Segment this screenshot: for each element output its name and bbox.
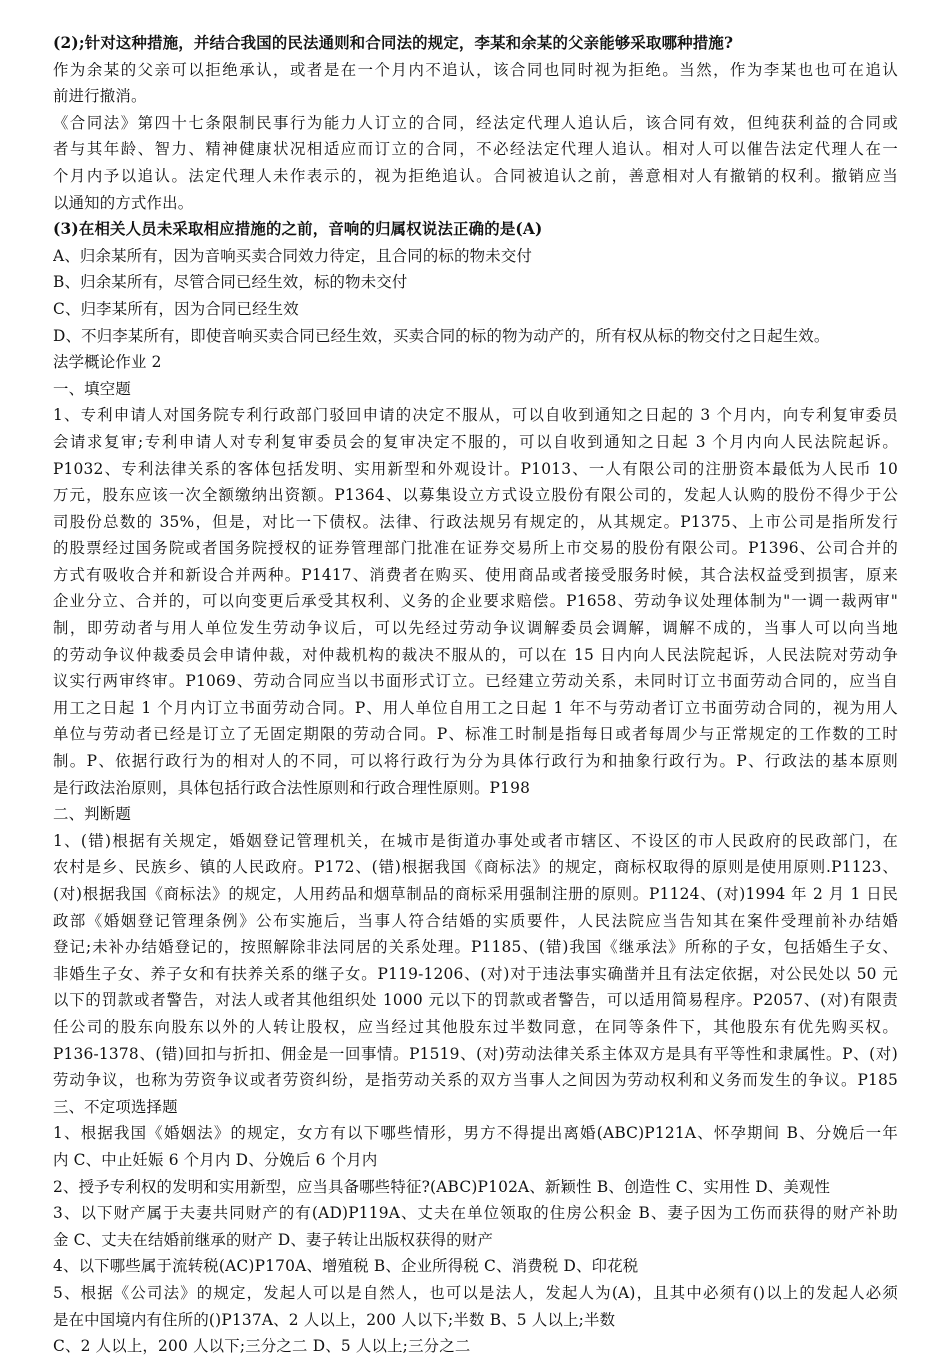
text-line: P1032、专利法律关系的客体包括发明、实用新型和外观设计。P1013、一人有限公司的注册资本最低为人民币 10: [53, 459, 898, 478]
text-line: 用工之日起 1 个月内订立书面劳动合同。P、用人单位自用工之日起 1 年不与劳动者订立书面劳动合同的，视为用人: [53, 698, 898, 717]
text-line: 《合同法》第四十七条限制民事行为能力人订立的合同，经法定代理人追认后，该合同有效，但纯获利益的合同或: [53, 113, 898, 132]
text-line: 1、专利申请人对国务院专利行政部门驳回申请的决定不服从，可以自收到通知之日起的 3 个月内，向专利复审委员: [53, 406, 898, 425]
text-line: 个月内予以追认。法定代理人未作表示的，视为拒绝追认。合同被追认之前，善意相对人有撤销的权利。撤销应当: [53, 166, 898, 185]
text-line: 是在中国境内有住所的()P137A、2 人以上，200 人以下;半数 B、5 人以上;半数: [53, 1310, 616, 1329]
text-line: 政部《婚姻登记管理条例》公布实施后，当事人符合结婚的实质要件，人民法院应当告知其在案件受理前补办结婚: [53, 911, 898, 930]
text-line: 制。P、依据行政行为的相对人的不同，可以将行政行为分为具体行政行为和抽象行政行为。P、行政法的基本原则: [53, 752, 898, 771]
text-line: (对)根据我国《商标法》的规定，人用药品和烟草制品的商标采用强制注册的原则。P1124、(对)1994 年 2 月 1 日民: [53, 885, 898, 903]
text-line: D、不归李某所有，即使音响买卖合同已经生效，买卖合同的标的物为动产的，所有权从标的物交付之日起生效。: [53, 326, 830, 345]
text-line: 农村是乡、民族乡、镇的人民政府。P172、(错)根据我国《商标法》的规定，商标权取得的原则是使用原则.P1123、: [53, 858, 898, 877]
text-line: 一、填空题: [53, 379, 131, 398]
text-line: 制，即劳动者与用人单位发生劳动争议后，可以先经过劳动争议调解委员会调解，调解不成的，当事人可以向当地: [53, 619, 898, 638]
text-line: 者与其年龄、智力、精神健康状况相适应而订立的合同，不必经法定代理人追认。相对人可以催告法定代理人在一: [53, 140, 898, 159]
text-line: 的股票经过国务院或者国务院授权的证券管理部门批准在证券交易所上市交易的股份有限公司。P1396、公司合并的: [53, 539, 898, 558]
text-line: A、归余某所有，因为音响买卖合同效力待定，且合同的标的物未交付: [53, 246, 533, 265]
text-line: 万元，股东应该一次全额缴纳出资额。P1364、以募集设立方式设立股份有限公司的，发起人认购的股份不得少于公: [53, 486, 898, 505]
text-line: (2);针对这种措施，并结合我国的民法通则和合同法的规定，李某和余某的父亲能够采取哪种措施?: [53, 34, 734, 52]
text-line: 作为余某的父亲可以拒绝承认，或者是在一个月内不追认，该合同也同时视为拒绝。当然，作为李某也也可在追认: [53, 60, 898, 79]
text-line: 企业分立、合并的，可以向变更后承受其权利、义务的企业要求赔偿。P1658、劳动争议处理体制为"一调一裁两审": [53, 592, 898, 611]
text-line: 前进行撤消。: [53, 87, 147, 106]
text-line: B、归余某所有，尽管合同已经生效，标的物未交付: [53, 273, 408, 292]
text-line: 登记;未补办结婚登记的，按照解除非法同居的关系处理。P1185、(错)我国《继承法》所称的子女，包括婚生子女、: [53, 938, 898, 957]
text-line: 方式有吸收合并和新设合并两种。P1417、消费者在购买、使用商品或者接受服务时候，其合法权益受到损害，原来: [53, 565, 898, 584]
text-line: 5、根据《公司法》的规定，发起人可以是自然人，也可以是法人，发起人为(A)，且其中必须有()以上的发起人必须: [53, 1283, 898, 1302]
text-line: 非婚生子女、养子女和有扶养关系的继子女。P119-1206、(对)对于违法事实确凿并且有法定依据，对公民处以 50 元: [53, 964, 898, 983]
text-line: 会请求复审;专利申请人对专利复审委员会的复审决定不服的，可以自收到通知之日起 3 个月内向人民法院起诉。: [53, 432, 898, 451]
text-line: 金 C、丈夫在结婚前继承的财产 D、妻子转让出版权获得的财产: [53, 1230, 494, 1249]
text-line: 以下的罚款或者警告，对法人或者其他组织处 1000 元以下的罚款或者警告，可以适用简易程序。P2057、(对)有限责: [53, 991, 898, 1010]
text-line: 劳动争议，也称为劳资争议或者劳资纠纷，是指劳动关系的双方当事人之间因为劳动权利和义务而发生的争议。P185: [53, 1071, 898, 1090]
text-line: (3)在相关人员未采取相应措施的之前，音响的归属权说法正确的是(A): [53, 220, 543, 239]
text-line: 4、以下哪些属于流转税(AC)P170A、增殖税 B、企业所得税 C、消费税 D、印花税: [53, 1257, 639, 1276]
text-line: C、2 人以上，200 人以下;三分之二 D、5 人以上;三分之二: [53, 1337, 471, 1356]
text-line: C、归李某所有，因为合同已经生效: [53, 299, 299, 318]
text-line: 1、(错)根据有关规定，婚姻登记管理机关，在城市是街道办事处或者市辖区、不设区的市人民政府的民政部门，在: [53, 831, 898, 850]
text-line: 单位与劳动者已经是订立了无固定期限的劳动合同。P、标准工时制是指每日或者每周少与正常规定的工作数的工时: [53, 725, 898, 744]
text-line: 1、根据我国《婚姻法》的规定，女方有以下哪些情形，男方不得提出离婚(ABC)P121A、怀孕期间 B、分娩后一年: [53, 1124, 898, 1143]
text-line: 三、不定项选择题: [53, 1097, 178, 1116]
text-line: 3、以下财产属于夫妻共同财产的有(AD)P119A、丈夫在单位领取的住房公积金 B、妻子因为工伤而获得的财产补助: [53, 1204, 898, 1223]
text-line: 的劳动争议仲裁委员会申请仲裁，对仲裁机构的裁决不服从的，可以在 15 日内向人民法院起诉，人民法院对劳动争: [53, 645, 898, 664]
text-line: 司股份总数的 35%，但是，对比一下债权。法律、行政法规另有规定的，从其规定。P1375、上市公司是指所发行: [53, 512, 898, 531]
text-line: 以通知的方式作出。: [53, 193, 194, 212]
text-line: 法学概论作业 2: [53, 353, 162, 372]
text-line: 任公司的股东向股东以外的人转让股权，应当经过其他股东过半数同意，在同等条件下，其他股东有优先购买权。: [53, 1017, 898, 1036]
text-line: P136-1378、(错)回扣与折扣、佣金是一回事情。P1519、(对)劳动法律关系主体双方是具有平等性和隶属性。P、(对): [53, 1044, 898, 1063]
text-line: 议实行两审终审。P1069、劳动合同应当以书面形式订立。已经建立劳动关系，未同时订立书面劳动合同的，应当自: [53, 672, 898, 691]
text-line: 是行政法治原则，具体包括行政合法性原则和行政合理性原则。P198: [53, 778, 531, 797]
text-line: 2、授予专利权的发明和实用新型，应当具备哪些特征?(ABC)P102A、新颖性 B、创造性 C、实用性 D、美观性: [53, 1177, 831, 1196]
text-line: 二、判断题: [53, 805, 131, 824]
text-line: 内 C、中止妊娠 6 个月内 D、分娩后 6 个月内: [53, 1150, 378, 1169]
